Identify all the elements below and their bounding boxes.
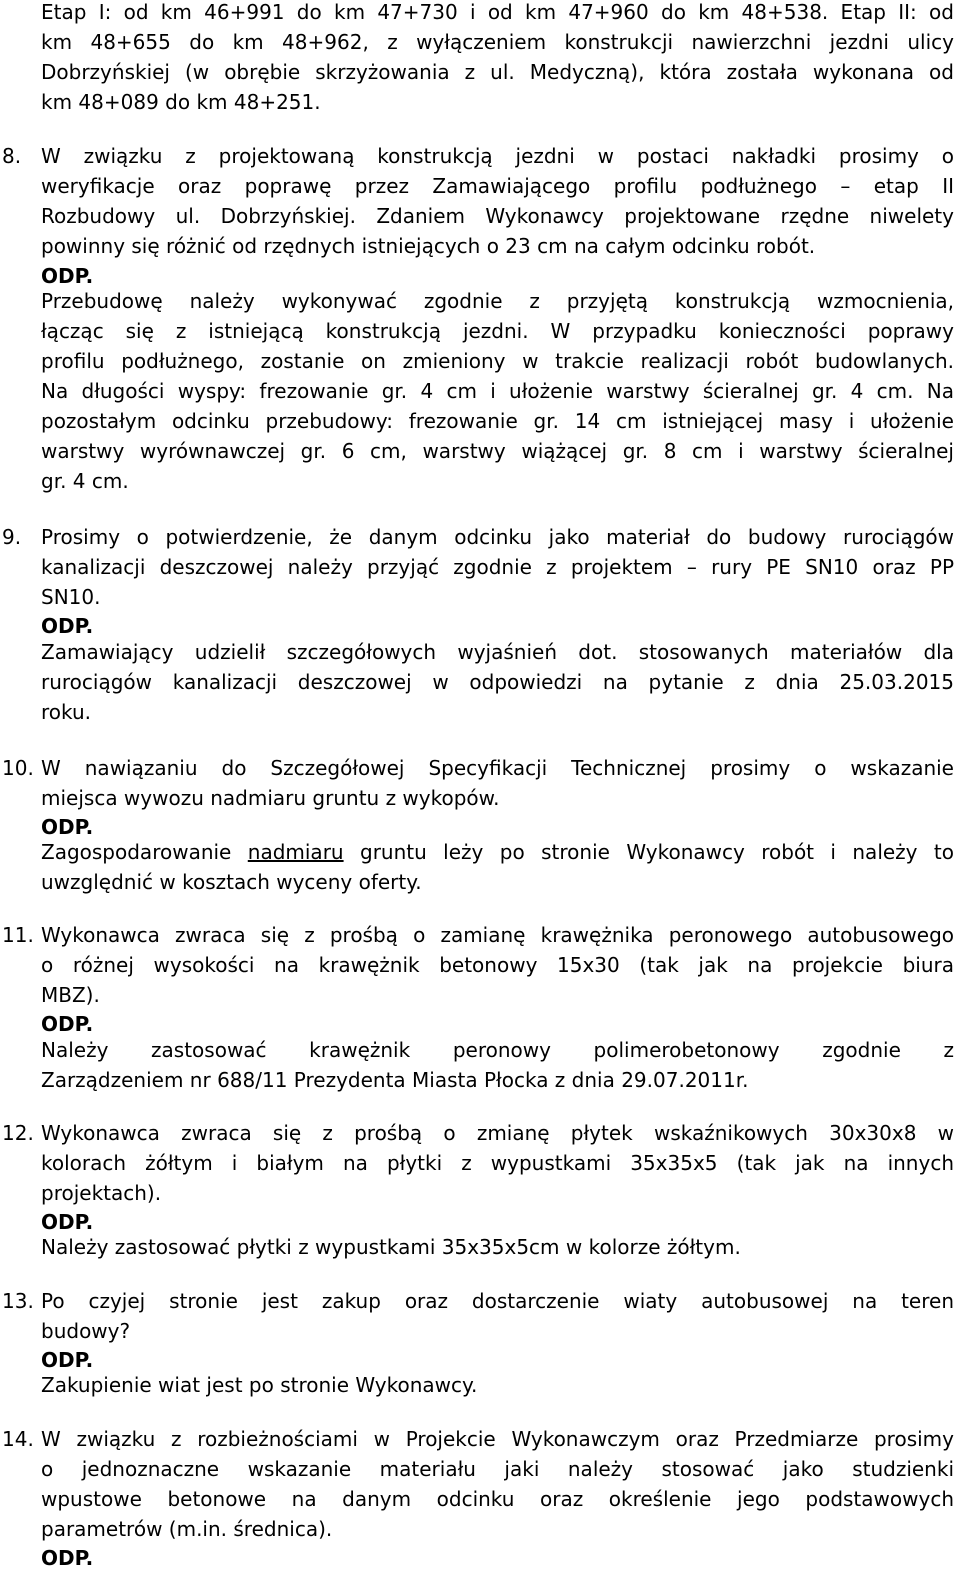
text-line: o różnej wysokości na krawężnik betonowy 15x30 (tak jak na projekcie biura [41,953,954,977]
text-line: km 48+089 do km 48+251. [41,90,321,114]
question-9 [41,522,954,612]
text-line: parametrów (m.in. średnica). [41,1517,333,1541]
underlined-text: nadmiaru [247,840,344,864]
text-line: gr. 4 cm. [41,469,129,493]
text-line: weryfikacje oraz poprawę przez Zamawiającego profilu podłużnego – etap II [41,174,954,198]
text-line: MBZ). [41,983,100,1007]
text-line: wpustowe betonowe na danym odcinku oraz określenie jego podstawowych [41,1487,954,1511]
answer-label: ODP. [41,815,94,839]
answer-label: ODP. [41,1210,94,1234]
answer-label: ODP. [41,1012,94,1036]
text-line: kolorach żółtym i białym na płytki z wypustkami 35x35x5 (tak jak na innych [41,1151,954,1175]
answer-10 [41,837,954,897]
text-line: Zakupienie wiat jest po stronie Wykonawcy. [41,1373,478,1397]
text-run: Zagospodarowanie [41,840,248,864]
question-8 [41,141,954,261]
answer-label: ODP. [41,614,94,638]
text-line: Rozbudowy ul. Dobrzyńskiej. Zdaniem Wykonawcy projektowane rzędne niwelety [41,204,954,228]
text-line: miejsca wywozu nadmiaru gruntu z wykopów. [41,786,500,810]
answer-13 [41,1370,954,1400]
text-line: W związku z projektowaną konstrukcją jezdni w postaci nakładki prosimy o [41,144,954,168]
question-13 [41,1286,954,1346]
answer-label: ODP. [41,264,94,288]
question-14 [41,1424,954,1544]
answer-11 [41,1035,954,1095]
answer-label: ODP. [41,1546,94,1570]
question-12 [41,1118,954,1208]
text-line: Należy zastosować płytki z wypustkami 35x35x5cm w kolorze żółtym. [41,1235,741,1259]
text-line: Należy zastosować krawężnik peronowy polimerobetonowy zgodnie z [41,1038,954,1062]
item-number: 14. [2,1427,34,1451]
text-run: gruntu leży po stronie Wykonawcy robót i należy to [343,840,954,864]
item-number: 12. [2,1121,34,1145]
text-line: Zamawiający udzielił szczegółowych wyjaśnień dot. stosowanych materiałów dla [41,640,954,664]
text-line: projektach). [41,1181,162,1205]
text-line: Po czyjej stronie jest zakup oraz dostarczenie wiaty autobusowej na teren [41,1289,954,1313]
text-line: o jednoznaczne wskazanie materiału jaki należy stosować jako studzienki [41,1457,954,1481]
question-10 [41,753,954,813]
intro-paragraph [41,0,954,117]
answer-8 [41,286,954,496]
text-line: rurociągów kanalizacji deszczowej w odpowiedzi na pytanie z dnia 25.03.2015 [41,670,954,694]
text-line: Zarządzeniem nr 688/11 Prezydenta Miasta Płocka z dnia 29.07.2011r. [41,1068,749,1092]
item-number: 8. [2,144,22,168]
answer-12 [41,1232,954,1262]
text-line: powinny się różnić od rzędnych istniejących o 23 cm na całym odcinku robót. [41,234,816,258]
text-line: Dobrzyńskiej (w obrębie skrzyżowania z ul. Medyczną), która została wykonana od [41,60,954,84]
text-line: Na długości wyspy: frezowanie gr. 4 cm i ułożenie warstwy ścieralnej gr. 4 cm. Na [41,379,954,403]
text-line: warstwy wyrównawczej gr. 6 cm, warstwy wiążącej gr. 8 cm i warstwy ścieralnej [41,439,954,463]
text-line: Wykonawca zwraca się z prośbą o zmianę płytek wskaźnikowych 30x30x8 w [41,1121,954,1145]
text-line: SN10. [41,585,101,609]
item-number: 13. [2,1289,34,1313]
answer-9 [41,637,954,727]
text-line: Prosimy o potwierdzenie, że danym odcinku jako materiał do budowy rurociągów [41,525,954,549]
text-line: Etap I: od km 46+991 do km 47+730 i od km 47+960 do km 48+538. Etap II: od [41,0,954,24]
text-line: uwzględnić w kosztach wyceny oferty. [41,870,422,894]
text-line: roku. [41,700,92,724]
text-line: W nawiązaniu do Szczegółowej Specyfikacji Technicznej prosimy o wskazanie [41,756,954,780]
text-line: pozostałym odcinku przebudowy: frezowanie gr. 14 cm istniejącej masy i ułożenie [41,409,954,433]
text-line: łącząc się z istniejącą konstrukcją jezdni. W przypadku konieczności poprawy [41,319,954,343]
text-line: km 48+655 do km 48+962, z wyłączeniem konstrukcji nawierzchni jezdni ulicy [41,30,954,54]
question-11 [41,920,954,1010]
text-line: budowy? [41,1319,131,1343]
item-number: 9. [2,525,22,549]
text-line: Przebudowę należy wykonywać zgodnie z przyjętą konstrukcją wzmocnienia, [41,289,954,313]
item-number: 10. [2,756,34,780]
text-line [41,837,954,867]
text-line: profilu podłużnego, zostanie on zmieniony w trakcie realizacji robót budowlanych. [41,349,954,373]
answer-label: ODP. [41,1348,94,1372]
text-line: Wykonawca zwraca się z prośbą o zamianę krawężnika peronowego autobusowego [41,923,954,947]
item-number: 11. [2,923,34,947]
text-line: kanalizacji deszczowej należy przyjąć zgodnie z projektem – rury PE SN10 oraz PP [41,555,954,579]
text-line: W związku z rozbieżnościami w Projekcie Wykonawczym oraz Przedmiarze prosimy [41,1427,954,1451]
